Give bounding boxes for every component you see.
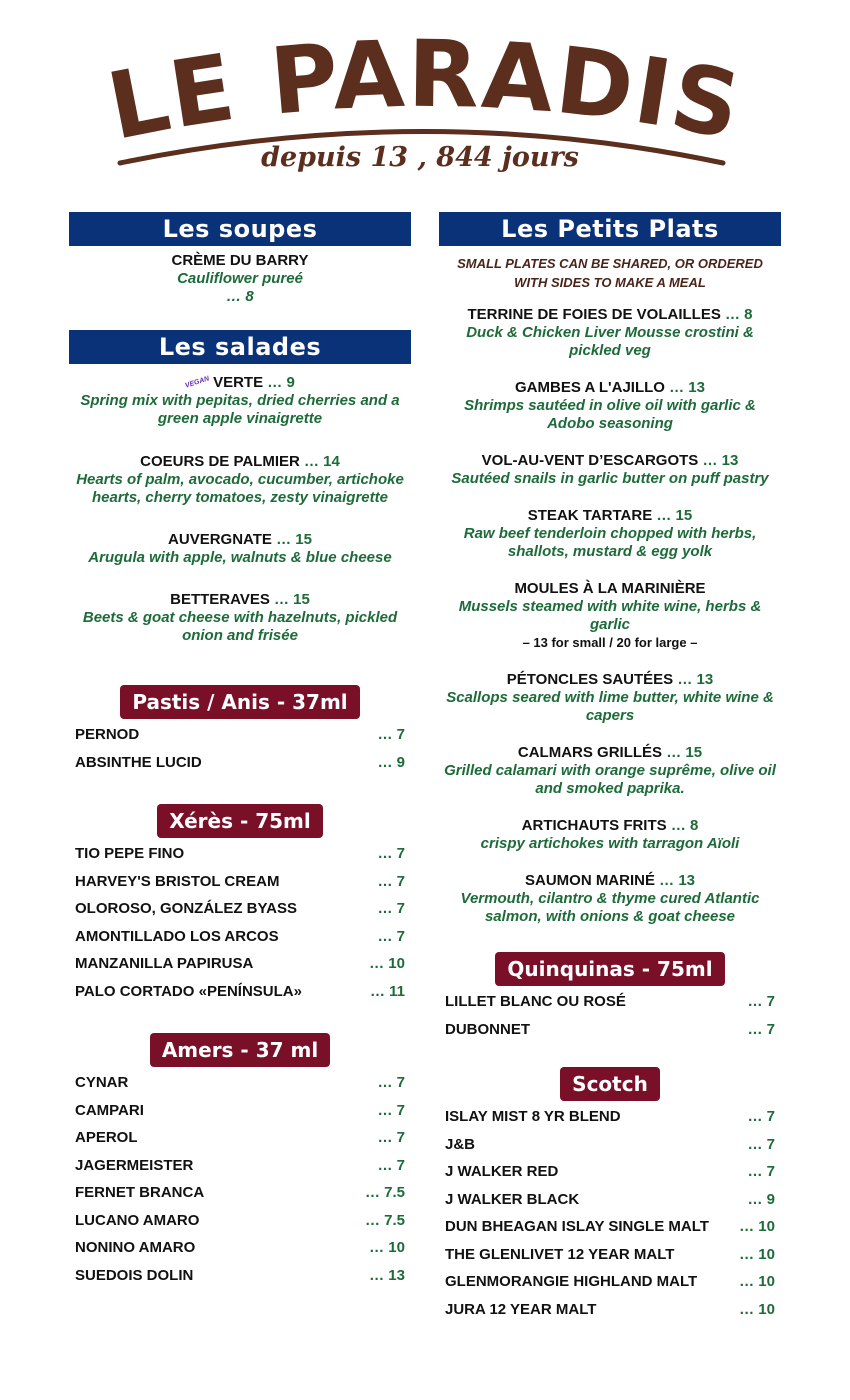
dish-price: … 13 <box>669 379 705 396</box>
list-item: SUEDOIS DOLIN … 13 <box>75 1266 405 1284</box>
dish-description: Beets & goat cheese with hazelnuts, pickled onion and frisée <box>82 609 398 645</box>
section-header-petits-plats: Les Petits Plats <box>439 212 781 246</box>
dish-price: … 15 <box>666 744 703 761</box>
list-item: FERNET BRANCA … 7.5 <box>75 1184 405 1202</box>
right-column <box>439 212 781 1323</box>
list-item: GLENMORANGIE HIGHLAND MALT … 10 <box>445 1273 775 1291</box>
dish-description: Cauliflower pureé <box>177 270 303 287</box>
list-item: JAGERMEISTER … 7 <box>75 1156 405 1174</box>
list-item: DUBONNET … 7 <box>445 1020 775 1038</box>
dish-description: Hearts of palm, avocado, cucumber, artichoke hearts, cherry tomatoes, zesty vinaigrette <box>76 471 404 507</box>
section-header-soupes: Les soupes <box>69 212 411 246</box>
menu-item <box>439 507 781 561</box>
menu-item <box>69 591 411 645</box>
list-item: JURA 12 YEAR MALT … 10 <box>445 1300 775 1318</box>
section-header-scotch: Scotch <box>560 1067 660 1101</box>
logo-subtitle: depuis 13 , 844 jours <box>261 142 579 173</box>
dish-description: Sautéed snails in garlic butter on puff pastry <box>451 470 769 487</box>
dish-description: Arugula with apple, walnuts & blue cheese <box>88 549 392 567</box>
list-item: CAMPARI … 7 <box>75 1101 405 1119</box>
dish-description: crispy artichokes with tarragon Aïoli <box>480 835 740 852</box>
menu-item <box>439 452 781 488</box>
dish-description: Mussels steamed with white wine, herbs & garlic <box>458 598 762 633</box>
section-header-amers: Amers - 37 ml <box>150 1033 330 1067</box>
dish-price: … 15 <box>276 531 312 549</box>
vegan-badge: VEGAN <box>184 375 211 390</box>
list-item: AMONTILLADO LOS ARCOS … 7 <box>75 927 405 945</box>
dish-name: SAUMON MARINÉ <box>524 872 660 889</box>
menu-item <box>439 817 781 853</box>
list-item: HARVEY'S BRISTOL CREAM … 7 <box>75 872 405 890</box>
menu-item <box>69 453 411 507</box>
list-item: OLOROSO, GONZÁLEZ BYASS … 7 <box>75 900 405 918</box>
list-item: TIO PEPE FINO … 7 <box>75 845 405 863</box>
dish-name: CRÈME DU BARRY <box>171 252 309 269</box>
dish-name: GAMBES A L'AJILLO <box>515 379 670 396</box>
section-header-salades: Les salades <box>69 330 411 364</box>
section-header-xeres: Xérès - 75ml <box>157 804 323 838</box>
menu-item <box>439 379 781 433</box>
list-item: ISLAY MIST 8 YR BLEND … 7 <box>445 1108 775 1126</box>
list-item: CYNAR … 7 <box>75 1074 405 1092</box>
dish-name: VOL-AU-VENT D’ESCARGOTS <box>481 452 703 469</box>
menu-item <box>69 374 411 428</box>
dish-name: BETTERAVES <box>170 591 275 609</box>
list-item: PALO CORTADO «PENÍNSULA» … 11 <box>75 982 405 1000</box>
dish-description: Vermouth, cilantro & thyme cured Atlantic salmon, with onions & goat cheese <box>460 890 760 925</box>
menu-item <box>69 531 411 567</box>
list-item: MANZANILLA PAPIRUSA … 10 <box>75 955 405 973</box>
section-header-pastis: Pastis / Anis - 37ml <box>120 685 359 719</box>
dish-description: Spring mix with pepitas, dried cherries and a green apple vinaigrette <box>80 392 400 428</box>
drink-list-quinquinas <box>439 988 781 1043</box>
list-item: ABSINTHE LUCID … 9 <box>75 753 405 771</box>
dish-price: … 8 <box>226 288 254 305</box>
dish-description: Duck & Chicken Liver Mousse crostini & pickled veg <box>466 324 754 359</box>
list-item: THE GLENLIVET 12 YEAR MALT … 10 <box>445 1245 775 1263</box>
menu-item <box>439 580 781 652</box>
dish-name: VERTE <box>213 374 268 391</box>
dish-price: … 14 <box>304 453 340 471</box>
dish-price: … 15 <box>656 507 693 524</box>
list-item: NONINO AMARO … 10 <box>75 1239 405 1257</box>
dish-name: TERRINE DE FOIES DE VOLAILLES <box>467 306 725 323</box>
list-item: J WALKER BLACK … 9 <box>445 1190 775 1208</box>
menu-item <box>439 744 781 798</box>
dish-price: … 13 <box>702 452 739 469</box>
list-item: J WALKER RED … 7 <box>445 1163 775 1181</box>
drink-list-pastis <box>69 721 411 776</box>
dish-price: … 9 <box>267 374 295 391</box>
list-item: DUN BHEAGAN ISLAY SINGLE MALT … 10 <box>445 1218 775 1236</box>
dish-name: CALMARS GRILLÉS <box>517 744 667 761</box>
section-intro: SMALL PLATES CAN BE SHARED, OR ORDERED WITH SIDES TO MAKE A MEAL <box>457 256 763 290</box>
list-item: LILLET BLANC OU ROSÉ … 7 <box>445 993 775 1011</box>
dish-note: – 13 for small / 20 for large – <box>522 635 698 650</box>
list-item: APEROL … 7 <box>75 1129 405 1147</box>
dish-name: STEAK TARTARE <box>527 507 657 524</box>
dish-description: Shrimps sautéed in olive oil with garlic & Adobo seasoning <box>464 397 756 432</box>
logo-title: LE PARADIS <box>99 30 751 161</box>
dish-name: PÉTONCLES SAUTÉES <box>506 671 678 688</box>
dish-description: Scallops seared with lime butter, white wine & capers <box>446 689 774 724</box>
drink-list-amers <box>69 1069 411 1289</box>
drink-list-scotch <box>439 1103 781 1323</box>
dish-name: AUVERGNATE <box>168 531 277 549</box>
dish-name: ARTICHAUTS FRITS <box>521 817 671 834</box>
drink-list-xeres <box>69 840 411 1005</box>
dish-name: MOULES À LA MARINIÈRE <box>514 580 706 597</box>
list-item: J&B … 7 <box>445 1135 775 1153</box>
left-column <box>69 212 411 1289</box>
dish-description: Grilled calamari with orange suprême, olive oil and smoked paprika. <box>444 762 776 797</box>
dish-price: … 8 <box>670 817 699 834</box>
dish-price: … 15 <box>274 591 310 609</box>
menu-item <box>439 671 781 725</box>
menu-item <box>439 872 781 926</box>
menu-item <box>439 306 781 360</box>
menu-item <box>69 252 411 306</box>
dish-price: … 8 <box>725 306 753 323</box>
restaurant-logo <box>95 30 755 190</box>
list-item: PERNOD … 7 <box>75 726 405 744</box>
dish-name: COEURS DE PALMIER <box>140 453 305 471</box>
dish-price: … 13 <box>659 872 696 889</box>
dish-price: … 13 <box>677 671 714 688</box>
dish-description: Raw beef tenderloin chopped with herbs, shallots, mustard & egg yolk <box>463 525 757 560</box>
section-header-quinquinas: Quinquinas - 75ml <box>495 952 724 986</box>
list-item: LUCANO AMARO … 7.5 <box>75 1211 405 1229</box>
